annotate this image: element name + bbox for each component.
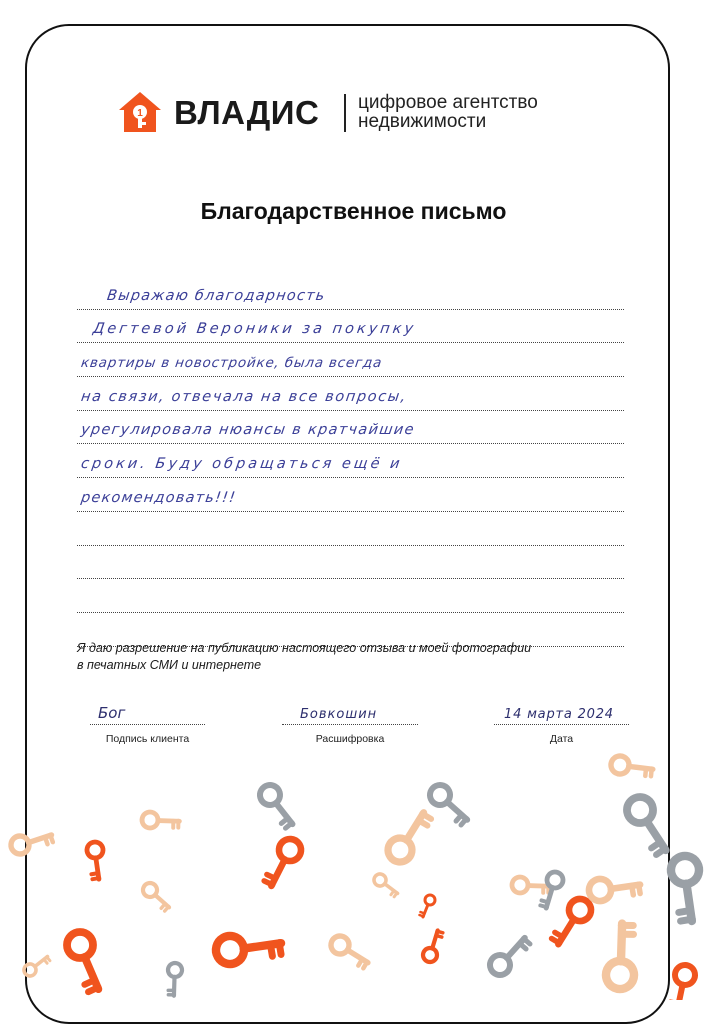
brand-name: ВЛАДИС [174, 94, 320, 131]
review-text: на связи, отвечала на все вопросы, [79, 388, 409, 405]
page-title: Благодарственное письмо [200, 198, 507, 224]
review-line [77, 444, 624, 478]
key-icon [510, 868, 552, 903]
review-text: Дегтевой Вероники за покупку [91, 321, 418, 338]
review-line [77, 579, 624, 613]
key-icon [614, 792, 684, 858]
house-key-logo-icon [118, 90, 162, 134]
decorative-keys-background [0, 740, 707, 1000]
key-icon [251, 781, 305, 830]
key-icon [140, 803, 182, 838]
key-icon [264, 837, 302, 888]
review-text: Выражаю благодарность [105, 287, 327, 304]
review-text: рекомендовать!!! [79, 489, 238, 506]
review-line [77, 377, 624, 411]
decode-label: Расшифровка [315, 733, 385, 745]
date-block [494, 700, 629, 745]
client-signature-label: Подпись клиента [105, 733, 190, 745]
review-line [77, 411, 624, 445]
client-signature: Бог [98, 704, 126, 722]
key-icon [76, 839, 115, 882]
key-icon [138, 881, 174, 912]
review-line [77, 276, 624, 310]
key-icon [591, 920, 653, 993]
consent-line: в печатных СМИ и интернете [77, 658, 262, 672]
key-icon [52, 927, 121, 996]
logo-digit: 1 [137, 108, 143, 119]
client-signature-block [90, 700, 205, 745]
company-logo [118, 90, 588, 136]
key-icon [371, 873, 401, 898]
key-icon [421, 930, 445, 963]
key-icon [386, 808, 432, 866]
review-text: сроки. Буду обращаться ещё и [79, 456, 404, 473]
key-icon [211, 914, 286, 982]
review-line [77, 546, 624, 580]
key-icon [609, 748, 654, 785]
key-icon [487, 930, 531, 982]
date-value: 14 марта 2024 [504, 707, 614, 722]
tagline-line2: недвижимости [358, 111, 487, 132]
consent-line: Я даю разрешение на публикацию настоящего отзыва и моей фотографии [77, 641, 532, 655]
date-label: Дата [549, 733, 574, 745]
key-icon [159, 961, 190, 997]
tagline-line1: цифровое агентство [358, 92, 538, 113]
consent-text [77, 640, 531, 674]
key-icon [653, 851, 707, 926]
key-icon [420, 895, 436, 917]
key-icon [7, 818, 55, 865]
client-signature-line [90, 700, 205, 725]
key-icon [328, 935, 372, 969]
key-icon [22, 949, 51, 981]
review-text: урегулировала нюансы в кратчайшие [79, 422, 416, 439]
review-line [77, 478, 624, 512]
handwritten-review [77, 276, 624, 647]
review-line [77, 343, 624, 377]
review-line [77, 512, 624, 546]
date-line [494, 700, 629, 725]
key-icon [663, 963, 701, 1000]
decode-value: Бовкошин [300, 707, 378, 722]
review-text: квартиры в новостройке, была всегда [79, 355, 384, 372]
decode-line [282, 700, 418, 725]
key-icon [551, 895, 593, 949]
review-line [77, 310, 624, 344]
logo-divider [344, 94, 346, 132]
decode-block [282, 700, 418, 745]
